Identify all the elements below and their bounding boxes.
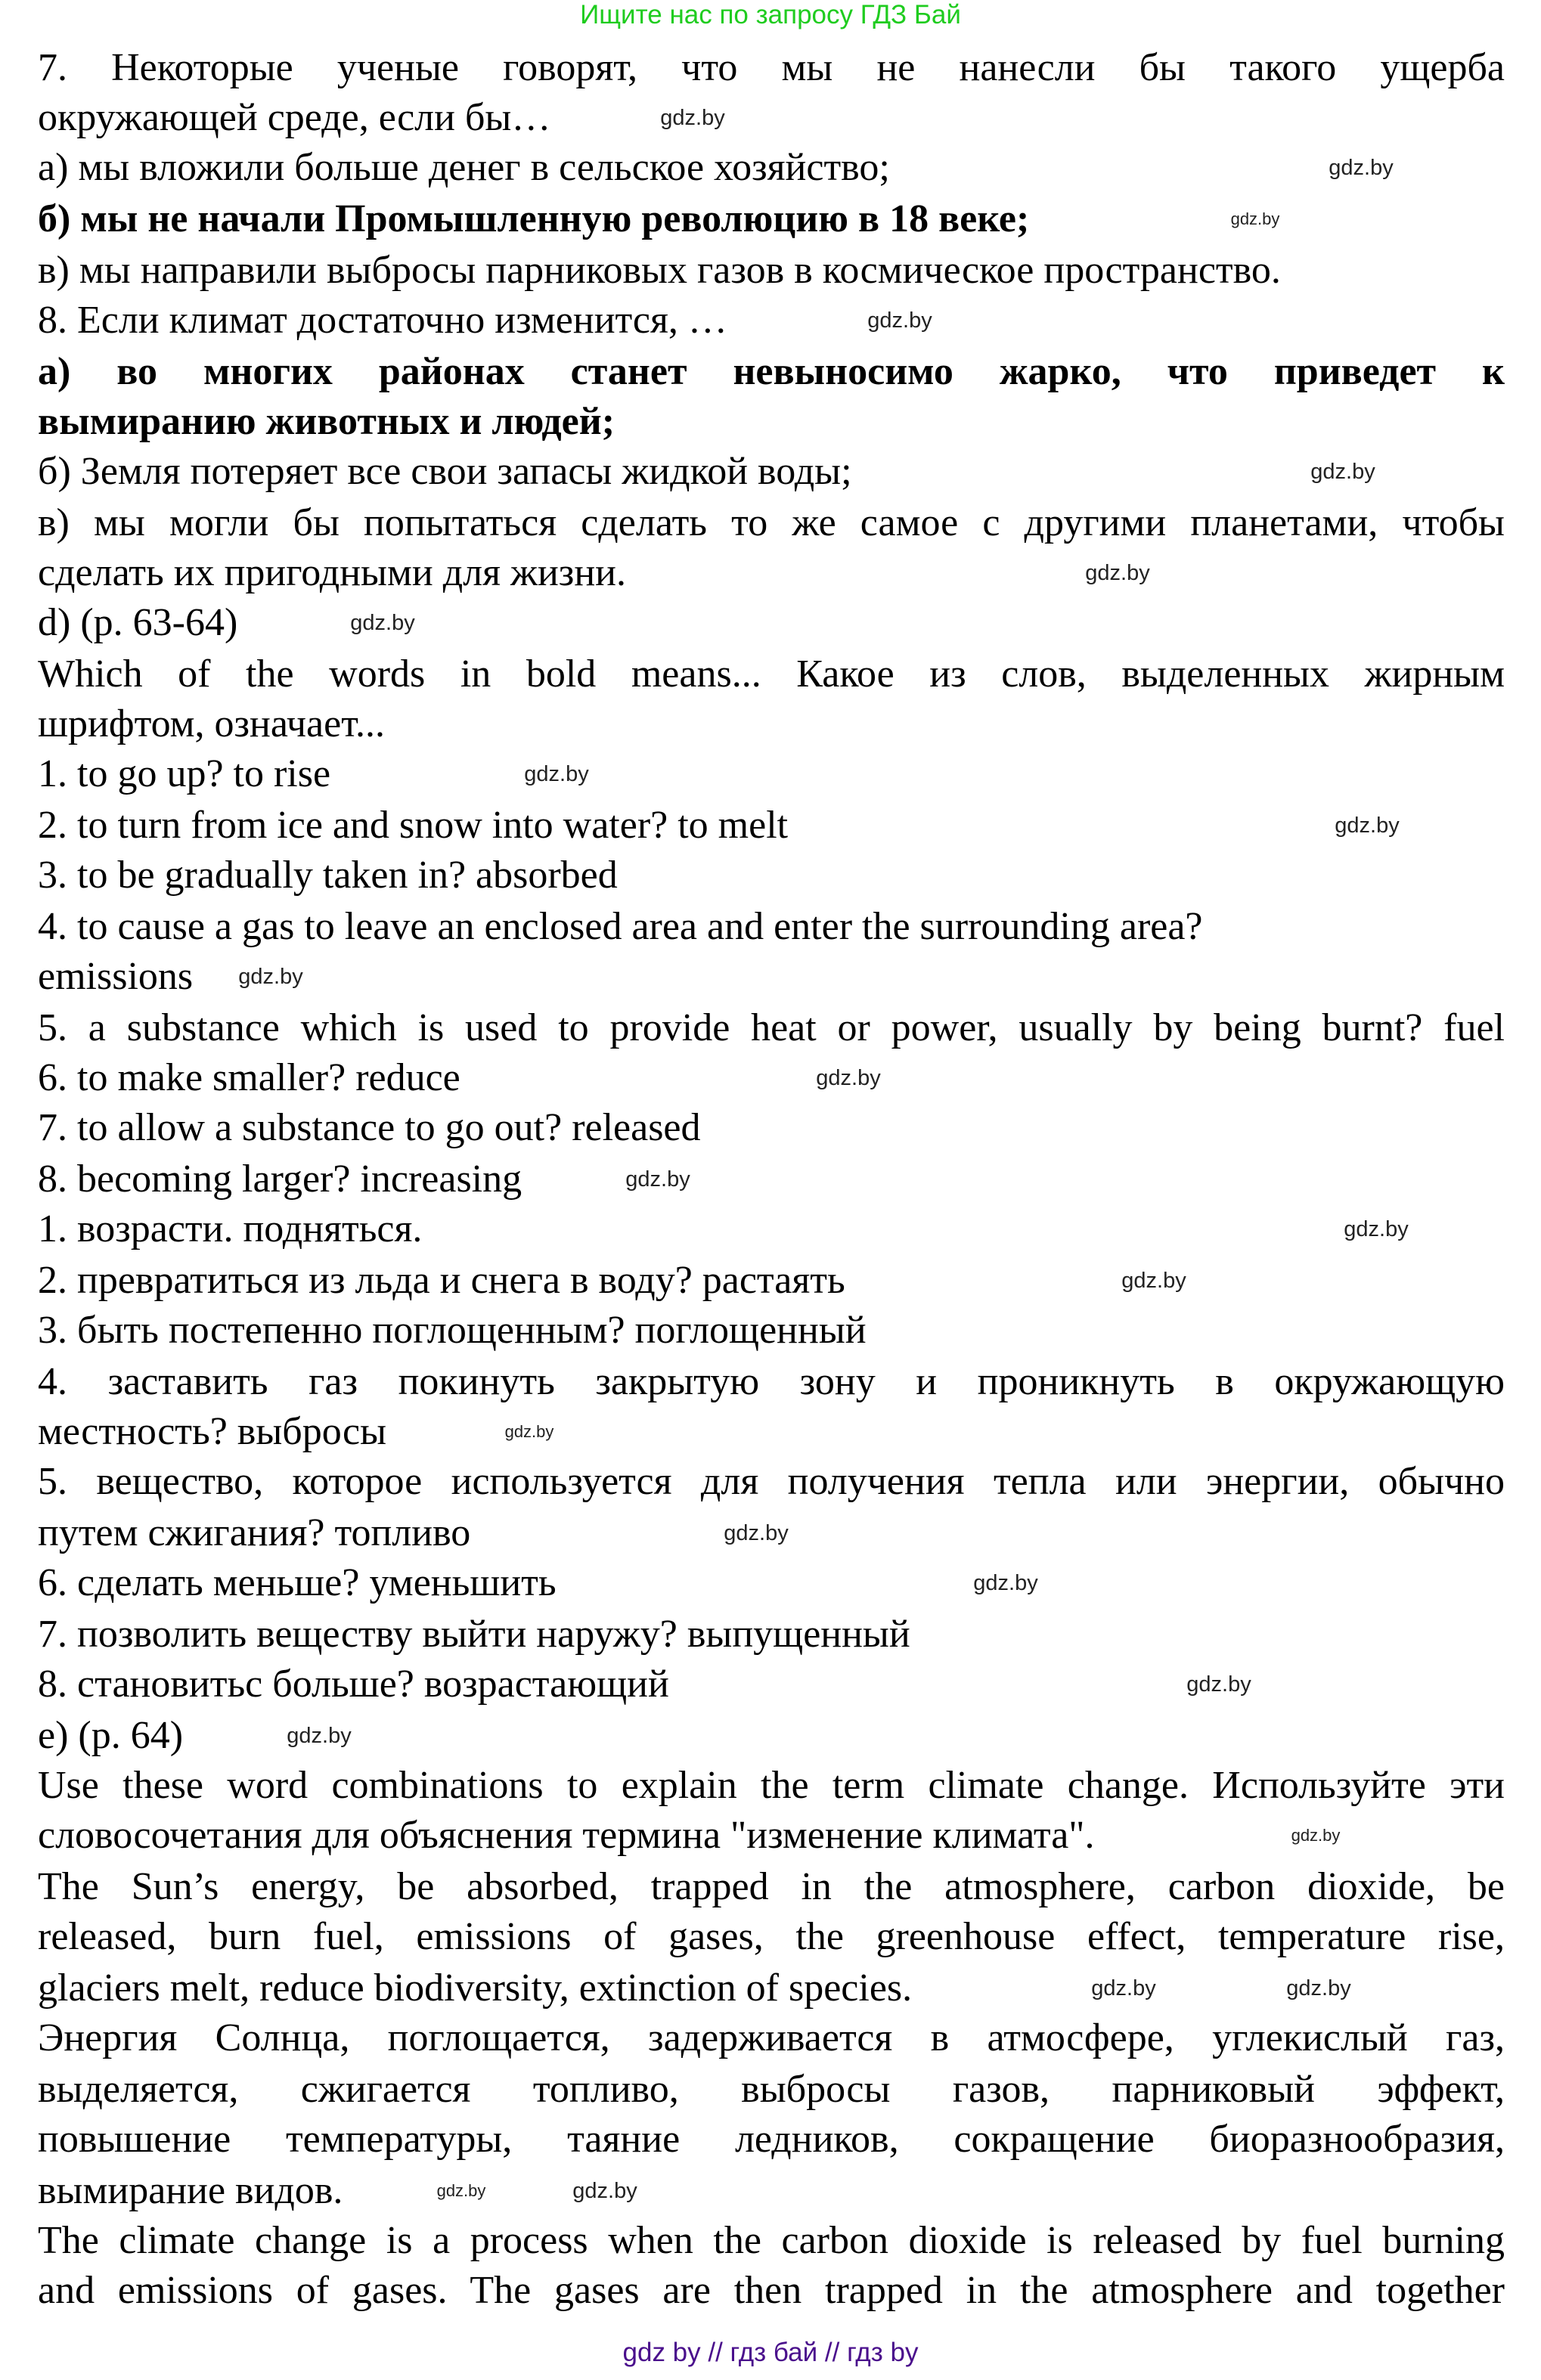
text-line: and emissions of gases. The gases are then trapped in the atmosphere and together bbox=[38, 2269, 1505, 2312]
text-line: 2. превратиться из льда и снега в воду? растаять bbox=[38, 1259, 845, 1302]
text-line: вымиранию животных и людей; bbox=[38, 400, 615, 443]
text-line: The climate change is a process when the carbon dioxide is released by fuel burning bbox=[38, 2219, 1505, 2262]
text-line: 8. становитьс больше? возрастающий bbox=[38, 1663, 669, 1706]
text-line: 3. to be gradually taken in? absorbed bbox=[38, 854, 618, 897]
watermark: gdz.by bbox=[1344, 1217, 1409, 1241]
text-line: б) мы не начали Промышленную революцию в 18 веке; bbox=[38, 197, 1030, 240]
watermark: gdz.by bbox=[1291, 1826, 1341, 1845]
search-hint-banner: Ищите нас по запросу ГДЗ Бай bbox=[580, 0, 961, 29]
text-line: Use these word combinations to explain the term climate change. Используйте эти bbox=[38, 1764, 1505, 1807]
text-line: 8. becoming larger? increasing bbox=[38, 1157, 522, 1201]
watermark: gdz.by bbox=[572, 2179, 637, 2203]
text-line: Энергия Солнца, поглощается, задерживается в атмосфере, углекислый газ, bbox=[38, 2016, 1505, 2059]
text-line: emissions bbox=[38, 955, 194, 998]
watermark: gdz.by bbox=[350, 611, 415, 635]
watermark: gdz.by bbox=[816, 1066, 881, 1090]
watermark: gdz.by bbox=[660, 106, 725, 130]
text-line: словосочетания для объяснения термина "изменение климата". bbox=[38, 1814, 1095, 1857]
text-line: вымирание видов. bbox=[38, 2169, 343, 2212]
text-line: окружающей среде, если бы… bbox=[38, 96, 551, 139]
text-line: 6. сделать меньше? уменьшить bbox=[38, 1561, 557, 1604]
text-line: Which of the words in bold means... Какое из слов, выделенных жирным bbox=[38, 652, 1505, 696]
text-line: 7. to allow a substance to go out? released bbox=[38, 1106, 701, 1149]
watermark: gdz.by bbox=[1230, 209, 1280, 228]
text-line: The Sun’s energy, be absorbed, trapped in the atmosphere, carbon dioxide, be bbox=[38, 1865, 1505, 1908]
watermark: gdz.by bbox=[1335, 813, 1400, 838]
watermark: gdz.by bbox=[625, 1167, 690, 1192]
watermark: gdz.by bbox=[1329, 156, 1394, 180]
text-line: 5. вещество, которое используется для получения тепла или энергии, обычно bbox=[38, 1460, 1505, 1503]
text-line: в) мы направили выбросы парниковых газов в космическое пространство. bbox=[38, 249, 1281, 292]
watermark: gdz.by bbox=[1121, 1269, 1186, 1293]
text-line: d) (p. 63-64) bbox=[38, 601, 238, 644]
text-line: 6. to make smaller? reduce bbox=[38, 1056, 460, 1099]
watermark: gdz.by bbox=[1091, 1976, 1156, 2000]
text-line: а) во многих районах станет невыносимо жарко, что приведет к bbox=[38, 350, 1505, 393]
text-line: повышение температуры, таяние ледников, сокращение биоразнообразия, bbox=[38, 2118, 1505, 2161]
watermark: gdz.by bbox=[973, 1571, 1038, 1595]
text-line: released, burn fuel, emissions of gases, the greenhouse effect, temperature rise, bbox=[38, 1915, 1505, 1958]
text-line: а) мы вложили больше денег в сельское хозяйство; bbox=[38, 146, 890, 189]
text-line: 1. возрасти. подняться. bbox=[38, 1207, 423, 1250]
watermark: gdz.by bbox=[724, 1521, 789, 1545]
text-line: 8. Если климат достаточно изменится, … bbox=[38, 299, 727, 342]
watermark: gdz.by bbox=[1310, 460, 1375, 484]
text-line: 7. Некоторые ученые говорят, что мы не нанесли бы такого ущерба bbox=[38, 46, 1505, 89]
text-line: 7. позволить веществу выйти наружу? выпущенный bbox=[38, 1613, 910, 1656]
watermark: gdz.by bbox=[287, 1724, 352, 1748]
text-line: путем сжигания? топливо bbox=[38, 1511, 471, 1554]
watermark: gdz.by bbox=[867, 308, 932, 333]
watermark: gdz.by bbox=[1186, 1672, 1251, 1697]
text-line: 4. заставить газ покинуть закрытую зону и проникнуть в окружающую bbox=[38, 1360, 1505, 1403]
text-line: б) Земля потеряет все свои запасы жидкой воды; bbox=[38, 450, 852, 493]
watermark: gdz.by bbox=[238, 965, 303, 989]
watermark: gdz.by bbox=[524, 762, 589, 786]
text-line: местность? выбросы bbox=[38, 1410, 387, 1453]
text-line: 4. to cause a gas to leave an enclosed area and enter the surrounding area? bbox=[38, 905, 1203, 948]
watermark: gdz.by bbox=[1286, 1976, 1351, 2000]
text-line: e) (p. 64) bbox=[38, 1714, 184, 1757]
text-line: glaciers melt, reduce biodiversity, extinction of species. bbox=[38, 1966, 913, 2010]
watermark: gdz.by bbox=[436, 2181, 486, 2200]
text-line: 5. a substance which is used to provide heat or power, usually by being burnt? fuel bbox=[38, 1006, 1505, 1049]
site-footer: gdz by // гдз бай // гдз by bbox=[622, 2338, 919, 2367]
text-line: 3. быть постепенно поглощенным? поглощенный bbox=[38, 1309, 867, 1352]
watermark: gdz.by bbox=[504, 1422, 554, 1441]
text-line: 1. to go up? to rise bbox=[38, 752, 331, 795]
text-line: шрифтом, означает... bbox=[38, 702, 386, 745]
watermark: gdz.by bbox=[1085, 561, 1150, 585]
text-line: сделать их пригодными для жизни. bbox=[38, 551, 626, 594]
text-line: в) мы могли бы попытаться сделать то же самое с другими планетами, чтобы bbox=[38, 501, 1505, 544]
text-line: выделяется, сжигается топливо, выбросы газов, парниковый эффект, bbox=[38, 2068, 1505, 2111]
text-line: 2. to turn from ice and snow into water? to melt bbox=[38, 804, 789, 847]
